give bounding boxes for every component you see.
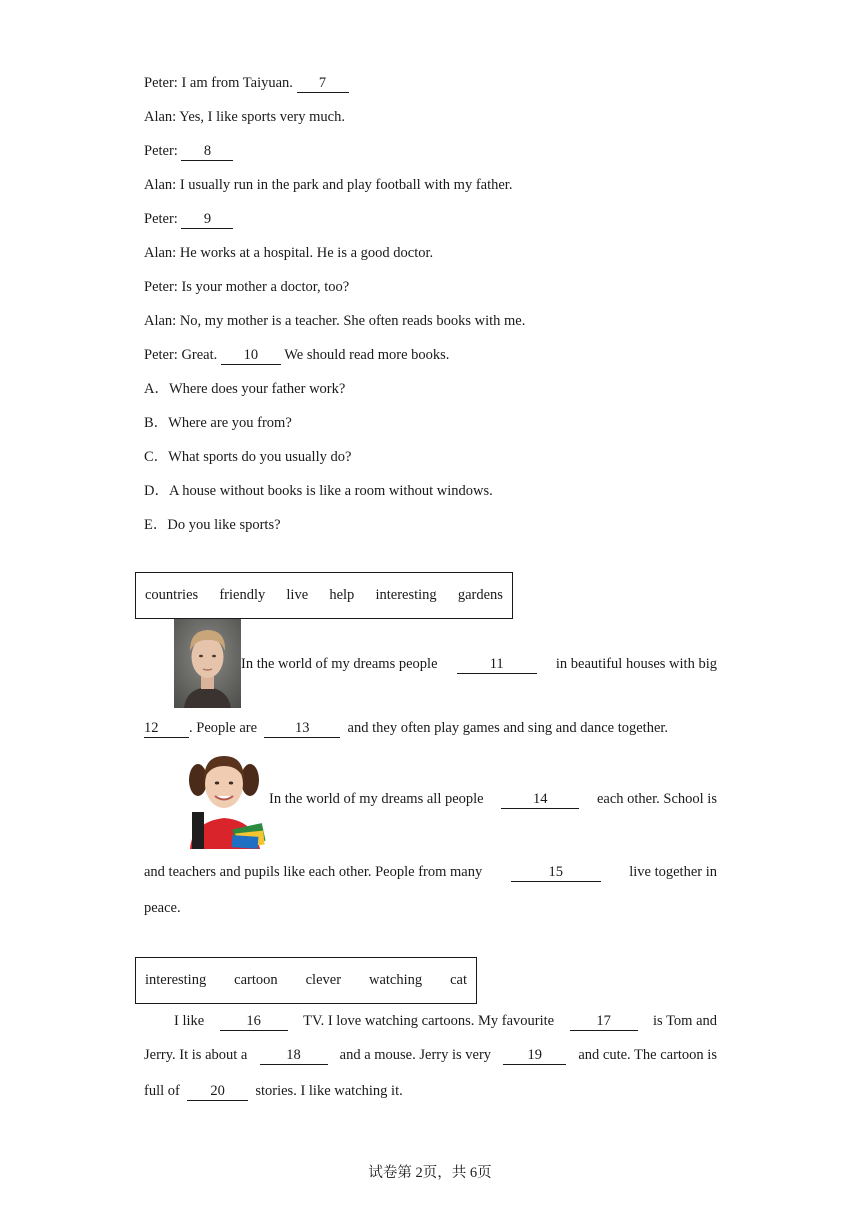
dialogue-line-9: Peter: Great. 10 We should read more books. — [144, 347, 450, 363]
word-option: help — [329, 587, 355, 603]
option-e: E．Do you like sports? — [144, 517, 281, 533]
word-option: interesting — [375, 587, 437, 603]
answer-blank-11[interactable]: 11 — [457, 656, 537, 674]
answer-blank-8[interactable]: 8 — [181, 143, 233, 161]
word-option: friendly — [219, 587, 266, 603]
word-option: clever — [305, 972, 342, 988]
answer-blank-16[interactable]: 16 — [220, 1013, 288, 1031]
answer-blank-9[interactable]: 9 — [181, 211, 233, 229]
option-c: C．What sports do you usually do? — [144, 449, 352, 465]
passage1-line-1: In the world of my dreams people 11 in beautiful houses with big — [241, 656, 717, 672]
dialogue-line-6: Alan: He works at a hospital. He is a good doctor. — [144, 245, 434, 261]
word-option: interesting — [145, 972, 207, 988]
passage2-line-1: I like 16 TV. I love watching cartoons. My favourite 17 is Tom and — [174, 1013, 717, 1029]
dialogue-line-5: Peter: 9 — [144, 209, 233, 229]
boy-portrait-image — [174, 619, 241, 708]
word-box-1 — [135, 572, 513, 619]
answer-blank-20[interactable]: 20 — [187, 1083, 248, 1101]
passage1-line-2: 12 . People are 13 and they often play games and sing and dance together. — [144, 720, 669, 736]
passage1-line-3: In the world of my dreams all people 14 each other. School is — [269, 791, 717, 807]
dialogue-line-3: Peter: 8 — [144, 141, 233, 161]
dialogue-line-7: Peter: Is your mother a doctor, too? — [144, 279, 350, 295]
word-option: cartoon — [234, 972, 278, 988]
dialogue-line-4: Alan: I usually run in the park and play football with my father. — [144, 177, 513, 193]
boy-photo — [174, 619, 241, 708]
word-option: gardens — [457, 587, 503, 603]
dialogue-line-2: Alan: Yes, I like sports very much. — [144, 109, 345, 125]
answer-blank-12[interactable]: 12 — [144, 720, 189, 738]
answer-blank-17[interactable]: 17 — [570, 1013, 638, 1031]
word-option: countries — [145, 587, 199, 603]
word-option: cat — [450, 972, 467, 988]
answer-blank-18[interactable]: 18 — [260, 1047, 328, 1065]
girl-photo — [184, 752, 268, 849]
word-option: live — [286, 587, 309, 603]
answer-blank-19[interactable]: 19 — [503, 1047, 566, 1065]
answer-blank-13[interactable]: 13 — [264, 720, 340, 738]
page-footer: 试卷第 2页，共 6页 — [368, 1165, 492, 1181]
word-box-2 — [135, 957, 477, 1004]
passage2-line-3: full of 20 stories. I like watching it. — [144, 1083, 403, 1099]
passage1-line-5: peace. — [144, 900, 181, 916]
word-option: watching — [368, 972, 423, 988]
answer-blank-14[interactable]: 14 — [501, 791, 579, 809]
answer-blank-10[interactable]: 10 — [221, 347, 281, 365]
answer-blank-7[interactable]: 7 — [297, 75, 349, 93]
girl-portrait-image — [184, 752, 268, 849]
passage1-line-4: and teachers and pupils like each other. People from many 15 live together in — [144, 864, 717, 880]
dialogue-line-1: Peter: I am from Taiyuan. 7 — [144, 73, 349, 93]
passage2-line-2: Jerry. It is about a 18 and a mouse. Jerry is very 19 and cute. The cartoon is — [144, 1047, 717, 1063]
option-d: D．A house without books is like a room without windows. — [144, 483, 493, 499]
option-b: B．Where are you from? — [144, 415, 292, 431]
answer-blank-15[interactable]: 15 — [511, 864, 601, 882]
dialogue-line-8: Alan: No, my mother is a teacher. She often reads books with me. — [144, 313, 526, 329]
option-a: A．Where does your father work? — [144, 381, 346, 397]
